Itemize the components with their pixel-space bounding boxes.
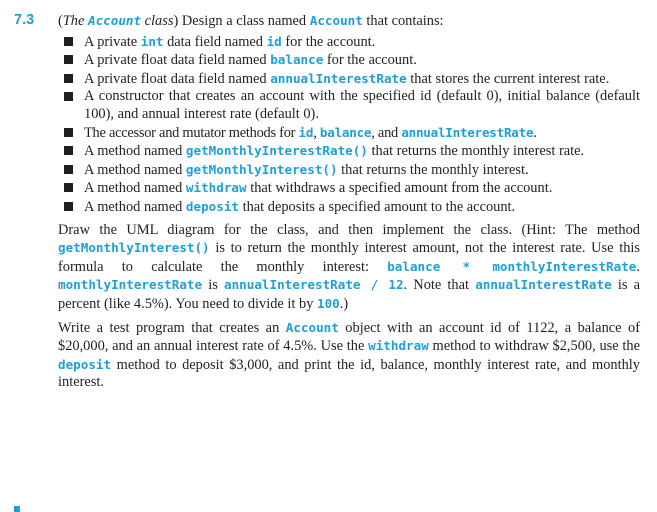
bullet-square-icon bbox=[64, 92, 73, 101]
list-item: A method named getMonthlyInterest() that returns the monthly interest. bbox=[84, 161, 640, 180]
test-program-paragraph: Write a test program that creates an Account object with an account id of 1122, a balance of $20,000, and an annual interest rate of 4.5%. Use the withdraw method to withdraw $2,500, use the deposit method to deposit $3,000, and print the id, balance, monthly interest rate, and monthly interest. bbox=[58, 319, 641, 391]
exercise-7-3 bbox=[14, 12, 640, 392]
list-item: A private float data field named annualInterestRate that stores the current interest rate. bbox=[84, 70, 640, 89]
title-code-account: Account bbox=[87, 13, 142, 28]
list-item: A method named withdraw that withdraws a specified amount from the account. bbox=[84, 179, 640, 198]
list-item: A method named deposit that deposits a specified amount to the account. bbox=[84, 198, 640, 217]
exercise-heading: (The Account class) Design a class named Account that contains: bbox=[58, 13, 444, 29]
uml-instructions-paragraph: Draw the UML diagram for the class, and then implement the class. (Hint: The method getMonthlyInterest() is to return the monthly interest amount, not the interest rate. Use this formula to calculate the monthly interest: balance * monthlyInterestRate. monthlyInterestRate is annualInterestRate / 12. Note that annualInterestRate is a percent (like 4.5%). You need to divide it by 100.) bbox=[58, 221, 640, 312]
bullet-square-icon bbox=[64, 183, 73, 192]
list-item: A constructor that creates an account with the specified id (default 0), initial balance (default 100), and annual interest rate (default 0). bbox=[84, 88, 640, 123]
bullet-square-icon bbox=[64, 128, 73, 137]
list-item: A private float data field named balance for the account. bbox=[84, 51, 640, 70]
bullet-square-icon bbox=[64, 165, 73, 174]
list-item: A method named getMonthlyInterestRate() that returns the monthly interest rate. bbox=[84, 142, 640, 161]
exercise-number: 7.3 bbox=[14, 12, 35, 28]
bullet-square-icon bbox=[64, 202, 73, 211]
bullet-square-icon bbox=[64, 74, 73, 83]
bullet-square-icon bbox=[64, 146, 73, 155]
bullet-square-icon bbox=[64, 55, 73, 64]
list-item: The accessor and mutator methods for id, balance, and annualInterestRate. bbox=[84, 124, 640, 143]
bullet-square-icon bbox=[64, 37, 73, 46]
title-italic: The Account class bbox=[62, 13, 174, 29]
list-item: A private int data field named id for the account. bbox=[84, 33, 640, 52]
class-name-code: Account bbox=[309, 13, 363, 28]
next-exercise-marker bbox=[14, 506, 20, 512]
requirements-list bbox=[14, 33, 640, 217]
